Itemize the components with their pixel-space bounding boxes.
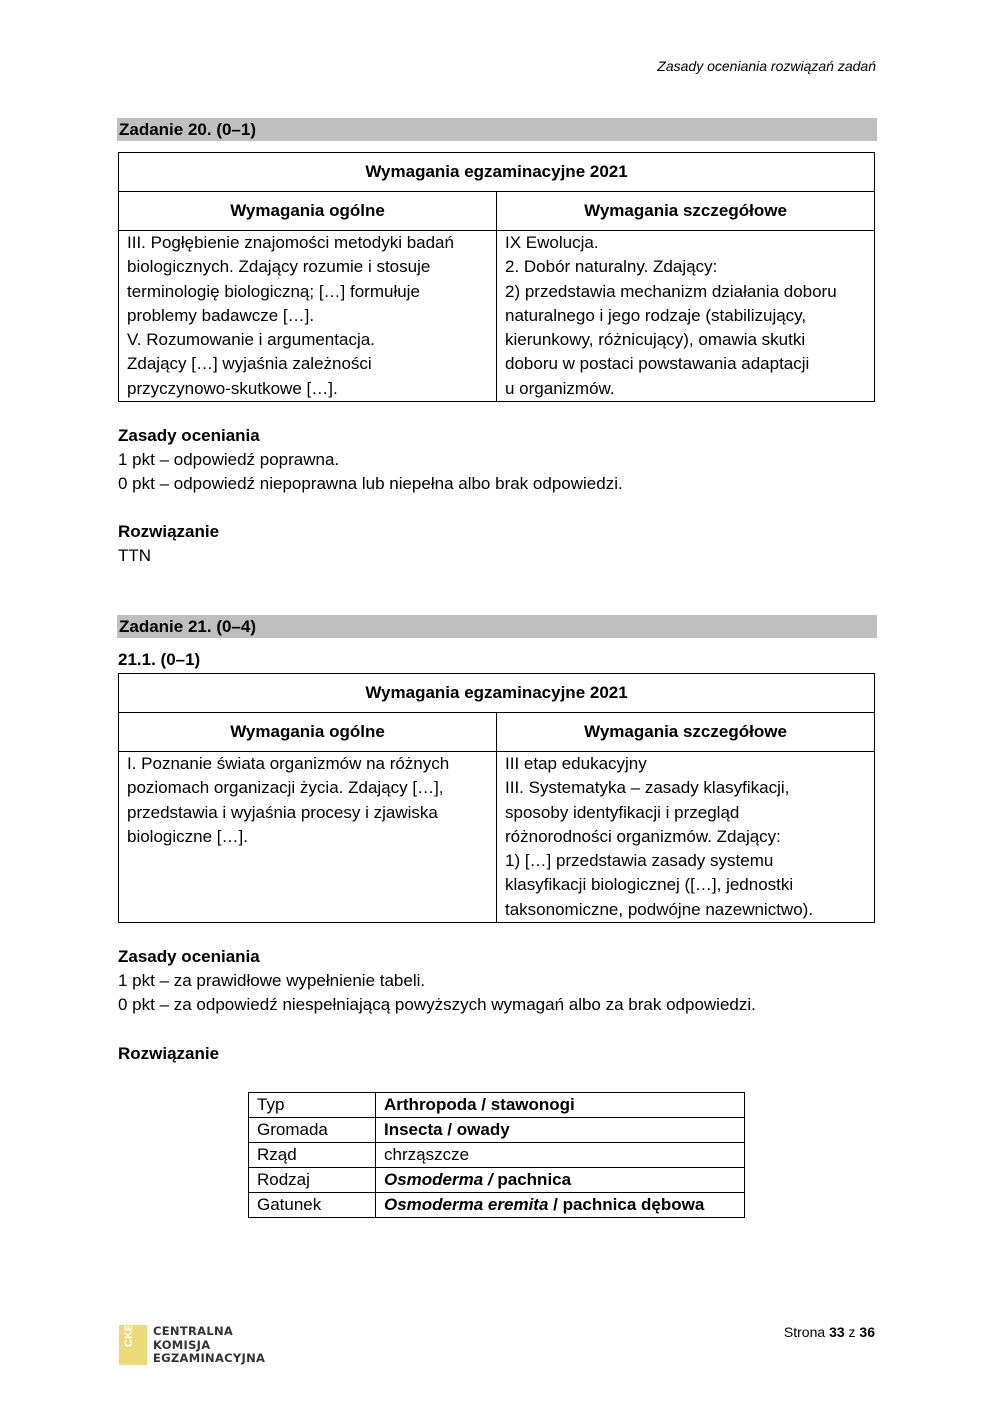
classification-table xyxy=(248,1092,745,1218)
detailed-requirements-cell: III etap edukacyjny III. Systematyka – zasady klasyfikacji, sposoby identyfikacji i przegląd różnorodności organizmów. Zdający: 1) […] przedstawia zasady systemu klasyfikacji biologicznej ([…], jednostki taksonomiczne, podwójne nazewnictwo). xyxy=(497,752,875,923)
column-header-detailed: Wymagania szczegółowe xyxy=(497,713,875,752)
subtask-title: 21.1. (0–1) xyxy=(118,650,201,669)
page-header: Zasady oceniania rozwiązań zadań xyxy=(657,58,876,74)
scoring-heading: Zasady oceniania xyxy=(118,426,260,445)
scoring-line: 0 pkt – za odpowiedź niespełniającą powyższych wymagań albo za brak odpowiedzi. xyxy=(118,995,756,1014)
page-number: Strona 33 z 36 xyxy=(783,1324,875,1340)
scoring-heading: Zasady oceniania xyxy=(118,947,260,966)
table-row: Typ Arthropoda / stawonogi xyxy=(249,1093,745,1118)
table-caption: Wymagania egzaminacyjne 2021 xyxy=(119,674,875,713)
scoring-line: 1 pkt – za prawidłowe wypełnienie tabeli. xyxy=(118,971,426,990)
task-21-scoring xyxy=(118,945,756,1017)
scoring-line: 0 pkt – odpowiedź niepoprawna lub niepełna albo brak odpowiedzi. xyxy=(118,474,623,493)
task-20-solution xyxy=(118,520,219,568)
table-row: Rząd chrząszcze xyxy=(249,1143,745,1168)
task-21-title: Zadanie 21. (0–4) xyxy=(117,615,877,638)
column-header-general: Wymagania ogólne xyxy=(119,713,497,752)
detailed-requirements-cell: IX Ewolucja. 2. Dobór naturalny. Zdający: 2) przedstawia mechanizm działania doboru naturalnego i jego rodzaje (stabilizujący, kierunkowy, różnicujący), omawia skutki doboru w postaci powstawania adaptacji u organizmów. xyxy=(497,231,875,402)
general-requirements-cell: I. Poznanie świata organizmów na różnych poziomach organizacji życia. Zdający […], przedstawia i wyjaśnia procesy i zjawiska biologiczne […]. xyxy=(119,752,497,923)
cke-logo xyxy=(119,1325,279,1367)
task-20-requirements-table xyxy=(118,152,875,402)
task-21-solution-heading: Rozwiązanie xyxy=(118,1044,220,1063)
table-row: Gatunek Osmoderma eremita / pachnica dębowa xyxy=(249,1193,745,1218)
solution-heading: Rozwiązanie xyxy=(118,522,220,541)
task-21-requirements-table xyxy=(118,673,875,923)
table-row: Gromada Insecta / owady xyxy=(249,1118,745,1143)
general-requirements-cell: III. Pogłębienie znajomości metodyki badań biologicznych. Zdający rozumie i stosuje terminologię biologiczną; […] formułuje problemy badawcze […]. V. Rozumowanie i argumentacja. Zdający […] wyjaśnia zależności przyczynowo-skutkowe […]. xyxy=(119,231,497,402)
task-20-scoring xyxy=(118,424,623,496)
scoring-line: 1 pkt – odpowiedź poprawna. xyxy=(118,450,340,469)
table-row: Rodzaj Osmoderma / pachnica xyxy=(249,1168,745,1193)
column-header-detailed: Wymagania szczegółowe xyxy=(497,192,875,231)
logo-mark: CKE xyxy=(119,1325,147,1365)
task-20-title: Zadanie 20. (0–1) xyxy=(117,118,877,141)
solution-text: TTN xyxy=(118,546,152,565)
logo-text: CENTRALNA KOMISJA EGZAMINACYJNA xyxy=(153,1324,266,1365)
table-caption: Wymagania egzaminacyjne 2021 xyxy=(119,153,875,192)
column-header-general: Wymagania ogólne xyxy=(119,192,497,231)
